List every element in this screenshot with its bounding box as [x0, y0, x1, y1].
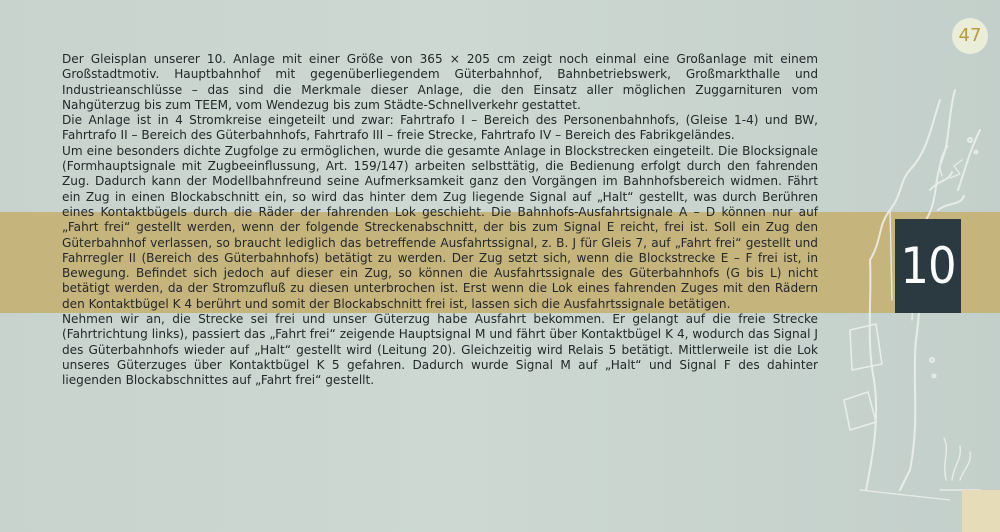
- paragraph: Der Gleisplan unserer 10. Anlage mit einer Größe von 365 × 205 cm zeigt noch einmal eine Großanlage mit einem Großstadtmotiv. Hauptbahnhof mit gegenüberliegendem Güterbahnhof, Bahnbetriebswerk, Großmarkthalle und Industrieanschlüsse – das sind die Merkmale dieser Anlage, die den Einsatz aller möglichen Zuggarnituren vom Nahgüterzug bis zum TEEM, vom Wendezug bis zum Städte-Schnellverkehr gestattet.: [62, 52, 818, 112]
- body-text: [62, 52, 818, 389]
- paragraph: Die Anlage ist in 4 Stromkreise eingeteilt und zwar: Fahrtrafo I – Bereich des Personenbahnhofs, (Gleise 1-4) und BW, Fahrtrafo II – Bereich des Güterbahnhofs, Fahrtrafo III – freie Strecke, Fahrtrafo IV – Bereich des Fabrikgeländes.: [62, 113, 818, 143]
- corner-label: [962, 490, 1000, 532]
- paragraph: Nehmen wir an, die Strecke sei frei und unser Güterzug habe Ausfahrt bekommen. Er gelangt auf die freie Strecke (Fahrtrichtung links), passiert das „Fahrt frei“ zeigende Hauptsignal M und fährt über Kontaktbügel K 4, wodurch das Signal J des Güterbahnhofs wieder auf „Halt“ gestellt wird (Leitung 20). Gleichzeitig wird Relais 5 betätigt. Mittlerweile ist die Lok unseres Güterzuges über Kontaktbügel K 5 gefahren. Dadurch wurde Signal M auf „Halt“ und Signal F des dahinter liegenden Blockabschnittes auf „Fahrt frei“ gestellt.: [62, 312, 818, 388]
- page-number: 47: [952, 18, 988, 54]
- paragraph: Um eine besonders dichte Zugfolge zu ermöglichen, wurde die gesamte Anlage in Blockstrecken eingeteilt. Die Blocksignale (Formhauptsignale mit Zugbeeinflussung, Art. 159/147) arbeiten selbsttätig, die Bedienung erfolgt durch den fahrenden Zug. Dadurch kann der Modellbahnfreund seine Aufmerksamkeit ganz den Vorgängen im Bahnhofsbereich widmen. Fährt ein Zug in einen Blockabschnitt ein, so wird das hinter dem Zug liegende Signal auf „Halt“ gestellt, was durch Berühren eines Kontaktbügels durch die Räder der fahrenden Lok geschieht. Die Bahnhofs-Ausfahrtsignale A – D können nur auf „Fahrt frei“ gestellt werden, wenn der folgende Streckenabschnitt, der bis zum Signal E reicht, frei ist. Soll ein Zug den Güterbahnhof verlassen, so braucht lediglich das betreffende Ausfahrtssignal, z. B. J für Gleis 7, auf „Fahrt frei“ gestellt und Fahrregler II (Bereich des Güterbahnhofs) betätigt zu werden. Der Zug setzt sich, wenn die Blockstrecke E – F frei ist, in Bewegung. Befindet sich jedoch auf dieser ein Zug, so können die Ausfahrtssignale des Güterbahnhofs (G bis L) nicht betätigt werden, da der Stromzufluß zu diesen unterbrochen ist. Erst wenn die Lok eines fahrenden Zuges mit den Rädern den Kontaktbügel K 4 berührt und somit der Blockabschnitt frei ist, lassen sich die Ausfahrtssignale betätigen.: [62, 143, 818, 311]
- chapter-number-badge: 10: [895, 219, 961, 313]
